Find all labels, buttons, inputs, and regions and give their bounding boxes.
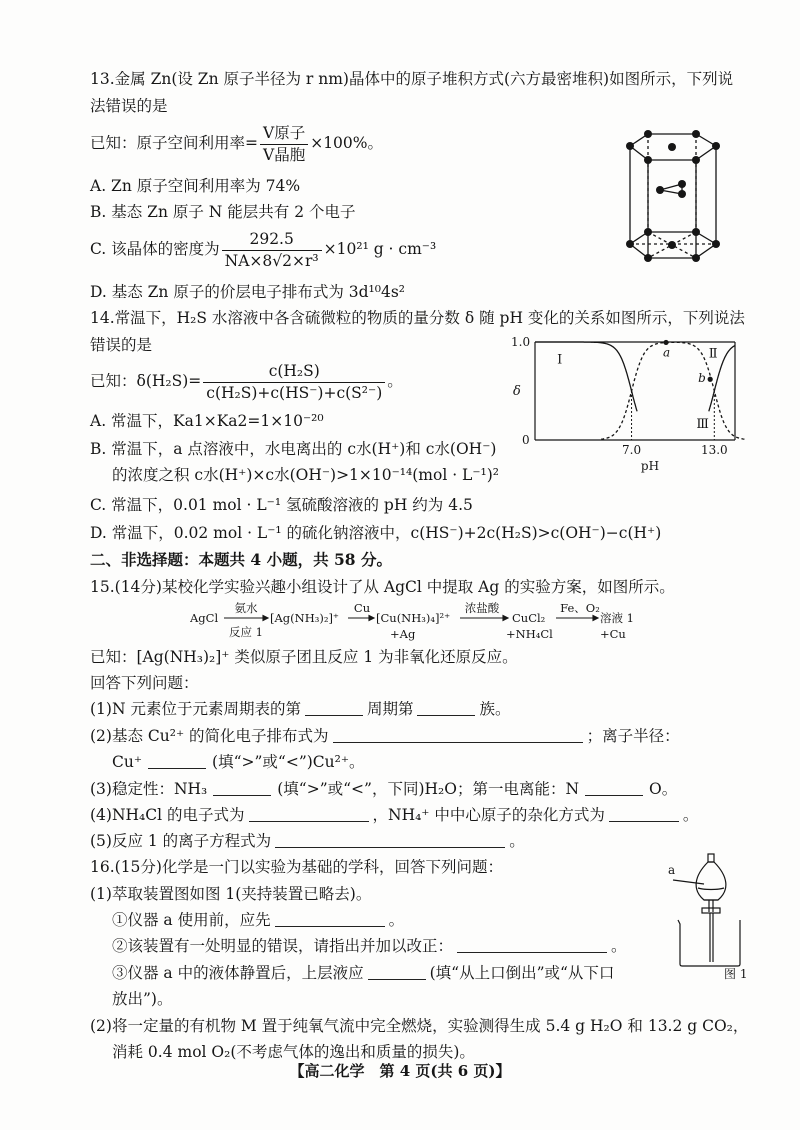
flow-arrow1-bottom: 反应 1	[229, 625, 263, 639]
q14-option-c: C. 常温下，0.01 mol · L⁻¹ 氢硫酸溶液的 pH 约为 4.5	[90, 496, 473, 514]
q16-part2-line1: (2)将一定量的有机物 M 置于纯氧气流中完全燃烧，实验测得生成 5.4 g H₂O 和 13.2 g CO₂，	[90, 1017, 749, 1035]
q14-option-a: A. 常温下，Ka1×Ka2=1×10⁻²⁰	[90, 412, 324, 430]
q15-part3: (3)稳定性：NH₃ (填“>”或“<”，下同)H₂O；第一电离能：N O。	[90, 780, 678, 798]
x-tick-7: 7.0	[622, 443, 642, 457]
q15-flowchart	[190, 600, 640, 642]
curve-hs	[601, 342, 745, 439]
point-b-label: b	[698, 371, 706, 386]
q15-part4: (4)NH₄Cl 的电子式为 ，NH₄⁺ 中中心原子的杂化方式为 。	[90, 806, 699, 824]
x-axis-label: pH	[640, 459, 660, 473]
flow-product3-top: CuCl₂	[512, 611, 546, 625]
q16-part1-2: ②该装置有一处明显的错误，请指出并加以改正： 。	[112, 937, 627, 955]
flow-arrow1-top: 氨水	[234, 601, 258, 615]
q15-part5: (5)反应 1 的离子方程式为 。	[90, 832, 525, 850]
flow-product2-top: [Cu(NH₃)₄]²⁺	[376, 611, 451, 625]
q13-known: 已知：原子空间利用率= $\frac{\text{V原子}}{\text{V晶胞}}$ ×100%。	[90, 124, 384, 164]
y-tick-top: 1.0	[511, 335, 531, 349]
flow-product4-bottom: +Cu	[600, 627, 626, 641]
q13-stem-line1: 13.金属 Zn(设 Zn 原子半径为 r nm)晶体中的原子堆积方式(六方最密堆积)如图所示，下列说	[90, 70, 734, 88]
curve-h2s	[535, 342, 637, 411]
q15-part2: (2)基态 Cu²⁺ 的简化电子排布式为 ；离子半径：	[90, 727, 680, 745]
flow-product1: [Ag(NH₃)₂]⁺	[270, 611, 339, 625]
q14-stem-line2: 错误的是	[90, 336, 153, 354]
q13-option-b: B. 基态 Zn 原子 N 能层共有 2 个电子	[90, 203, 356, 221]
q15-blank-stability[interactable]	[213, 781, 271, 796]
delta-ph-chart	[505, 332, 745, 477]
q16-blank-before-use[interactable]	[275, 912, 385, 927]
q16-part1: (1)萃取装置图如图 1(夹持装置已略去)。	[90, 885, 372, 903]
q15-blank-period[interactable]	[305, 701, 363, 716]
q16-blank-upper-layer[interactable]	[368, 965, 426, 980]
section2-header: 二、非选择题：本题共 4 小题，共 58 分。	[90, 550, 392, 569]
q16-part1-1: ①仪器 a 使用前，应先 。	[112, 911, 405, 929]
point-a-label: a	[663, 345, 671, 360]
q15-prompt: 回答下列问题：	[90, 674, 199, 692]
fig1-caption: 图 1	[724, 967, 748, 980]
q14-stem-line1: 14.常温下，H₂S 水溶液中各含硫微粒的物质的量分数 δ 随 pH 变化的关系如图所示，下列说法	[90, 309, 745, 327]
q13-stem-line2: 法错误的是	[90, 97, 168, 115]
q15-blank-electron-formula[interactable]	[249, 807, 369, 822]
q14-known: 已知：δ(H₂S)= $\frac{\text{c(H₂S)}}{\text{c(H₂S)+c(HS⁻)+c(S²⁻)}}$ 。	[90, 362, 403, 402]
q16-part1-3: ③仪器 a 中的液体静置后，上层液应 (填“从上口倒出”或“从下口	[112, 964, 615, 982]
q15-blank-config[interactable]	[333, 728, 583, 743]
flow-product4-top: 溶液 1	[600, 611, 634, 625]
flow-product2-bottom: +Ag	[390, 627, 416, 641]
q15-blank-radius[interactable]	[148, 754, 206, 769]
q16-blank-error[interactable]	[457, 938, 607, 953]
y-axis-label: δ	[513, 384, 521, 399]
point-a	[663, 340, 668, 345]
q15-blank-ionization[interactable]	[585, 781, 643, 796]
q15-part1: (1)N 元素位于元素周期表的第 周期第 族。	[90, 700, 511, 718]
q15-known: 已知：[Ag(NH₃)₂]⁺ 类似原子团且反应 1 为非氧化还原反应。	[90, 648, 518, 666]
q14-option-d: D. 常温下，0.02 mol · L⁻¹ 的硫化钠溶液中，c(HS⁻)+2c(H₂S)>c(OH⁻)−c(H⁺)	[90, 524, 662, 542]
figure-1-apparatus	[668, 852, 758, 980]
x-tick-13: 13.0	[700, 443, 728, 457]
q15-blank-hybridization[interactable]	[609, 807, 679, 822]
series-label-3: Ⅲ	[696, 417, 709, 433]
q13-option-c: C. 该晶体的密度为 $\frac{292.5}{\text{NA×8√2×r³}}$ ×10²¹ g · cm⁻³	[90, 230, 437, 270]
series-label-2: Ⅱ	[708, 346, 718, 362]
q15-blank-equation[interactable]	[275, 833, 505, 848]
flow-start: AgCl	[190, 611, 219, 625]
point-b	[708, 377, 713, 382]
flow-product3-bottom: +NH₄Cl	[506, 627, 553, 641]
flow-arrow4-top: Fe、O₂	[560, 601, 600, 615]
q16-stem: 16.(15分)化学是一门以实验为基础的学科，回答下列问题：	[90, 858, 503, 876]
q16-part2-line2: 消耗 0.4 mol O₂(不考虑气体的逸出和质量的损失)。	[112, 1043, 475, 1061]
q15-stem: 15.(14分)某校化学实验兴趣小组设计了从 AgCl 中提取 Ag 的实验方案，如图所示。	[90, 578, 675, 596]
hcp-cell-figure	[620, 120, 730, 270]
flow-arrow2-top: Cu	[353, 601, 371, 615]
q16-part1-3-cont: 放出”)。	[112, 990, 173, 1008]
page-footer: 【高二化学 第 4 页(共 6 页)】	[289, 1062, 511, 1080]
q15-blank-group[interactable]	[417, 701, 475, 716]
fig1-label-a: a	[668, 863, 676, 877]
flow-arrow3-top: 浓盐酸	[464, 601, 500, 615]
q15-part2-cont: Cu⁺ (填“>”或“<”)Cu²⁺。	[112, 753, 365, 771]
q13-option-d: D. 基态 Zn 原子的价层电子排布式为 3d¹⁰4s²	[90, 283, 406, 301]
q13-option-a: A. Zn 原子空间利用率为 74%	[90, 177, 301, 195]
y-tick-bottom: 0	[522, 433, 530, 447]
series-label-1: Ⅰ	[557, 352, 563, 368]
q14-option-b2: 的浓度之积 c水(H⁺)×c水(OH⁻)>1×10⁻¹⁴(mol · L⁻¹)²	[112, 466, 500, 484]
q14-option-b1: B. 常温下，a 点溶液中，水电离出的 c水(H⁺)和 c水(OH⁻)	[90, 440, 497, 458]
